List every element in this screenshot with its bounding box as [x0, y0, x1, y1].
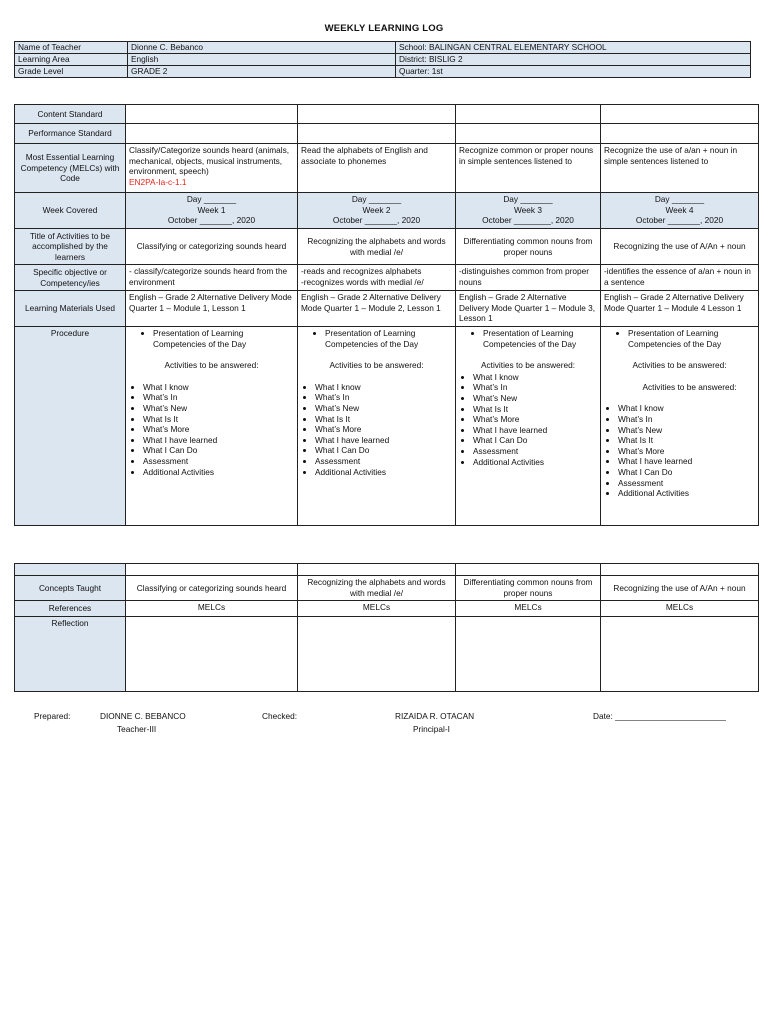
objective-week2	[298, 265, 456, 291]
procedure-intro: • Presentation of Learning Competencies of the Day	[325, 328, 452, 349]
date-field: Date: ________________________	[593, 711, 726, 721]
reference-week3: MELCs	[456, 601, 601, 617]
procedure-week1	[126, 327, 298, 526]
activities-heading: Activities to be answered:	[480, 360, 576, 371]
week-3-date: October ________, 2020	[482, 215, 574, 226]
week-4-date: October _______, 2020	[635, 215, 724, 226]
reference-week1: MELCs	[126, 601, 298, 617]
specific-objective-row	[15, 265, 759, 291]
grade-label: Grade Level	[15, 66, 128, 78]
header-info-table	[14, 41, 751, 78]
activities-heading: Activities to be answered:	[329, 360, 424, 371]
header-row-area	[15, 54, 751, 66]
quarter-value: Quarter: 1st	[396, 66, 751, 78]
melcs-week1-text: Classify/Categorize sounds heard (animals, mechanical, objects, musical instruments, environment, speech)	[129, 145, 290, 177]
reflection-label: Reflection	[15, 617, 126, 692]
checked-name: RIZAIDA R. OTACAN	[395, 711, 475, 721]
procedure-item: • Assessment	[143, 456, 294, 467]
district-value: District: BISLIG 2	[396, 54, 751, 66]
procedure-item: • What I have learned	[143, 435, 294, 446]
objective-week3: -distinguishes common from proper nouns	[456, 265, 601, 291]
concept-week1: Classifying or categorizing sounds heard	[126, 576, 298, 601]
materials-week2: English – Grade 2 Alternative Delivery Mode Quarter 1 – Module 2, Lesson 1	[298, 291, 456, 327]
blank-header-row	[15, 564, 759, 576]
procedure-item: • What I have learned	[618, 456, 755, 467]
week-4-day: Day _______	[654, 194, 705, 204]
procedure-item: • Assessment	[315, 456, 452, 467]
procedure-item: • What’s More	[473, 414, 597, 425]
procedure-label: Procedure	[15, 327, 126, 526]
procedure-item: • What’s More	[143, 424, 294, 435]
procedure-item: • What I know	[315, 382, 452, 393]
procedure-item: • What Is It	[473, 404, 597, 415]
week-3-cell	[456, 193, 601, 229]
procedure-row	[15, 327, 759, 526]
reference-week2: MELCs	[298, 601, 456, 617]
procedure-week4	[601, 327, 759, 526]
materials-week3: English – Grade 2 Alternative Delivery Mode Quarter 1 – Module 3, Lesson 1	[456, 291, 601, 327]
procedure-item: • What I have learned	[315, 435, 452, 446]
content-standard-row	[15, 105, 759, 124]
concepts-taught-row	[15, 576, 759, 601]
activities-heading: Activities to be answered:	[164, 360, 259, 371]
week-2-label: Week 2	[362, 204, 391, 215]
prepared-title: Teacher-III	[117, 724, 157, 734]
procedure-item: • What I Can Do	[315, 445, 452, 456]
procedure-week2	[298, 327, 456, 526]
procedure-item: • What I have learned	[473, 425, 597, 436]
melcs-label: Most Essential Learning Competency (MELCs) with Code	[15, 144, 126, 193]
procedure-item: • What Is It	[315, 414, 452, 425]
document-title: WEEKLY LEARNING LOG	[324, 23, 444, 34]
reflection-row	[15, 617, 759, 692]
teacher-value: Dionne C. Bebanco	[128, 42, 396, 54]
melcs-week4: Recognize the use of a/an + noun in simple sentences listened to	[601, 144, 759, 193]
title-activities-row	[15, 229, 759, 265]
week-1-cell	[126, 193, 298, 229]
week-1-day: Day _______	[186, 194, 237, 204]
objective-week2-a: -reads and recognizes alphabets	[301, 266, 422, 276]
procedure-item: • What Is It	[143, 414, 294, 425]
procedure-intro: • Presentation of Learning Competencies of the Day	[628, 328, 755, 349]
checked-title: Principal-I	[413, 724, 450, 734]
procedure-item: • What’s More	[618, 446, 755, 457]
procedure-item: • What’s In	[315, 392, 452, 403]
concept-week3: Differentiating common nouns from proper nouns	[456, 576, 601, 601]
area-value: English	[128, 54, 396, 66]
procedure-item: • Additional Activities	[315, 467, 452, 478]
content-standard-label: Content Standard	[15, 105, 126, 124]
prepared-label: Prepared:	[34, 711, 71, 721]
title-week4: Recognizing the use of A/An + noun	[601, 229, 759, 265]
procedure-item: • What’s New	[618, 425, 755, 436]
specific-objective-label: Specific objective or Competency/ies	[15, 265, 126, 291]
week-4-label: Week 4	[665, 204, 694, 215]
procedure-week3	[456, 327, 601, 526]
references-row	[15, 601, 759, 617]
concepts-table	[14, 563, 759, 692]
week-covered-label: Week Covered	[15, 193, 126, 229]
procedure-item: • What’s More	[315, 424, 452, 435]
header-row-teacher	[15, 42, 751, 54]
objective-week1: - classify/categorize sounds heard from the environment	[126, 265, 298, 291]
week-2-day: Day _______	[351, 194, 402, 204]
procedure-item: • What I Can Do	[143, 445, 294, 456]
materials-week1: English – Grade 2 Alternative Delivery Mode Quarter 1 – Module 1, Lesson 1	[126, 291, 298, 327]
title-activities-label: Title of Activities to be accomplished by the learners	[15, 229, 126, 265]
procedure-item: • Additional Activities	[618, 488, 755, 499]
procedure-intro: • Presentation of Learning Competencies of the Day	[153, 328, 294, 349]
header-row-grade	[15, 66, 751, 78]
procedure-item: • What I Can Do	[473, 435, 597, 446]
concept-week4: Recognizing the use of A/An + noun	[601, 576, 759, 601]
performance-standard-label: Performance Standard	[15, 124, 126, 144]
melcs-week1	[126, 144, 298, 193]
title-week3: Differentiating common nouns from proper nouns	[456, 229, 601, 265]
activities-heading-repeat: Activities to be answered:	[642, 381, 737, 392]
activities-heading: Activities to be answered:	[632, 360, 727, 371]
procedure-item: • Additional Activities	[473, 457, 597, 468]
school-value: School: BALINGAN CENTRAL ELEMENTARY SCHOOL	[396, 42, 751, 54]
objective-week4: -identifies the essence of a/an + noun in a sentence	[601, 265, 759, 291]
reference-week4: MELCs	[601, 601, 759, 617]
grade-value: GRADE 2	[128, 66, 396, 78]
materials-week4: English – Grade 2 Alternative Delivery Mode Quarter 1 – Module 4 Lesson 1	[601, 291, 759, 327]
week-1-label: Week 1	[197, 204, 226, 215]
procedure-item: • Assessment	[473, 446, 597, 457]
procedure-item: • What I know	[473, 372, 597, 383]
prepared-name: DIONNE C. BEBANCO	[100, 711, 186, 721]
melcs-code: EN2PA-Ia-c-1.1	[129, 176, 187, 187]
objective-week2-b: -recognizes words with medial /e/	[301, 276, 424, 287]
procedure-item: • What’s New	[143, 403, 294, 414]
week-3-day: Day _______	[503, 194, 553, 204]
week-3-label: Week 3	[514, 204, 542, 215]
references-label: References	[15, 601, 126, 617]
area-label: Learning Area	[15, 54, 128, 66]
procedure-item: • What’s In	[618, 414, 755, 425]
procedure-item: • What I know	[618, 403, 755, 414]
procedure-item: • What I Can Do	[618, 467, 755, 478]
melcs-week2: Read the alphabets of English and associate to phonemes	[298, 144, 456, 193]
title-week1: Classifying or categorizing sounds heard	[126, 229, 298, 265]
learning-materials-label: Learning Materials Used	[15, 291, 126, 327]
melcs-row	[15, 144, 759, 193]
procedure-item: • What’s In	[143, 392, 294, 403]
procedure-item: • Assessment	[618, 478, 755, 489]
weekly-log-table	[14, 104, 759, 526]
procedure-item: • What Is It	[618, 435, 755, 446]
procedure-item: • What I know	[143, 382, 294, 393]
week-2-cell	[298, 193, 456, 229]
procedure-item: • Additional Activities	[143, 467, 294, 478]
procedure-item: • What’s New	[315, 403, 452, 414]
melcs-week3: Recognize common or proper nouns in simple sentences listened to	[456, 144, 601, 193]
procedure-intro: • Presentation of Learning Competencies of the Day	[483, 328, 597, 349]
concept-week2: Recognizing the alphabets and words with medial /e/	[298, 576, 456, 601]
week-1-date: October _______, 2020	[167, 215, 256, 226]
week-4-cell	[601, 193, 759, 229]
week-2-date: October _______, 2020	[332, 215, 421, 226]
checked-label: Checked:	[262, 711, 298, 721]
week-covered-row	[15, 193, 759, 229]
teacher-label: Name of Teacher	[15, 42, 128, 54]
performance-standard-row	[15, 124, 759, 144]
concepts-taught-label: Concepts Taught	[15, 576, 126, 601]
signature-footer	[0, 711, 768, 741]
procedure-item: • What’s In	[473, 382, 597, 393]
procedure-item: • What’s New	[473, 393, 597, 404]
title-week2: Recognizing the alphabets and words with medial /e/	[298, 229, 456, 265]
learning-materials-row	[15, 291, 759, 327]
